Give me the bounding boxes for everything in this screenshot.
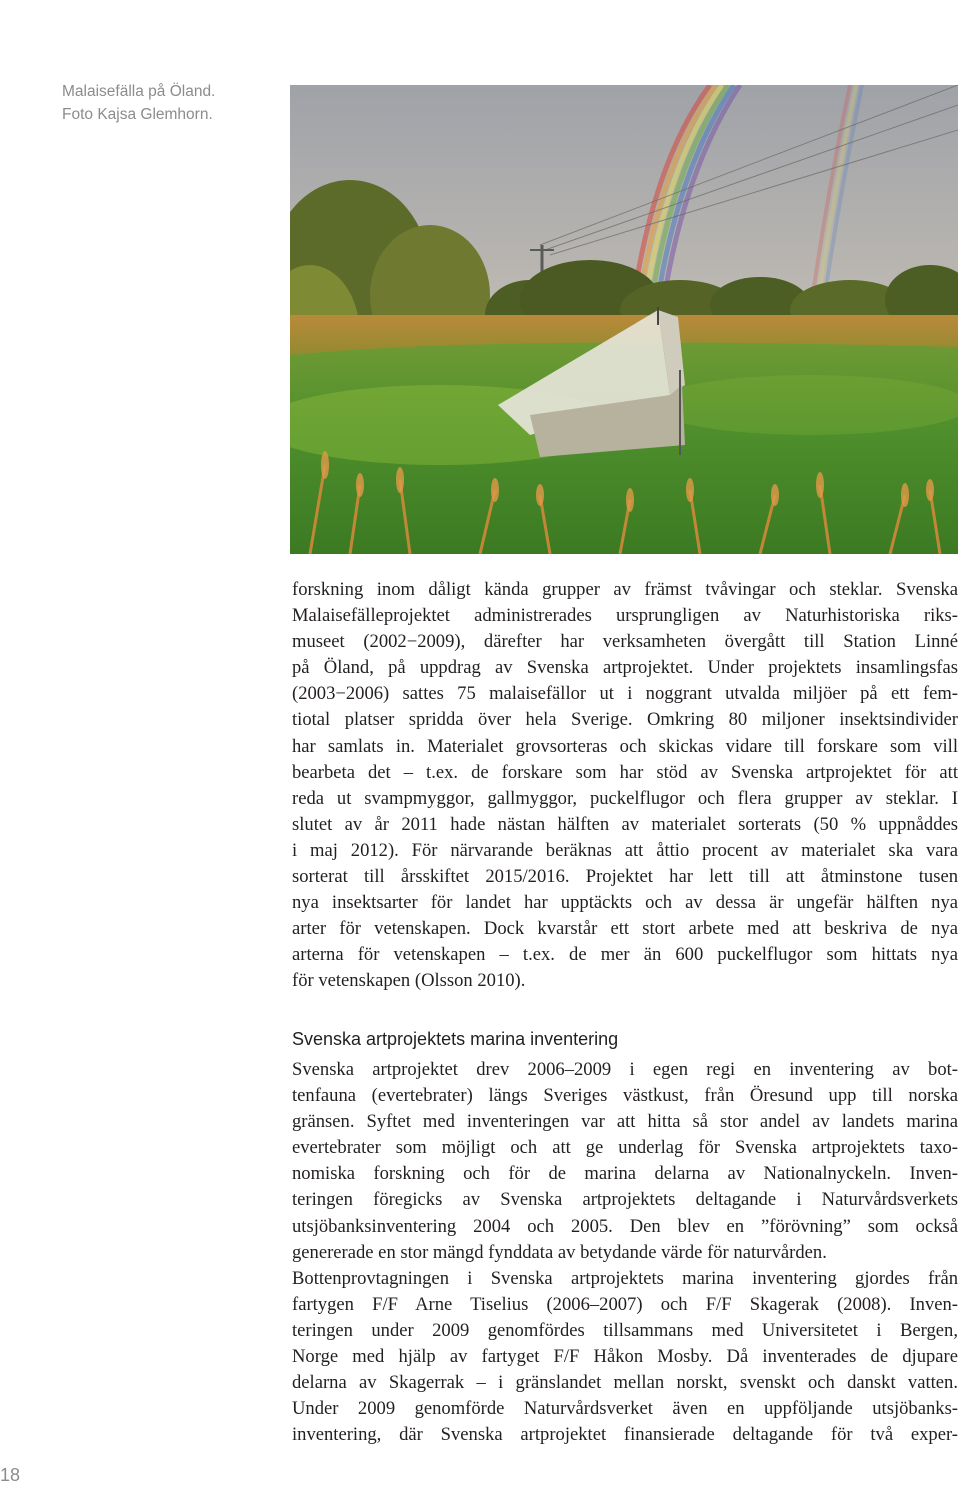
text-line: reda ut svampmyggor, gallmyggor, puckelflugor och flera grupper av steklar. I (292, 787, 958, 809)
page-number: 18 (0, 1465, 21, 1485)
text-line: slutet av år 2011 hade nästan hälften av materialet sorterats (50 % uppnåddes (292, 813, 958, 835)
text-line: forskning inom dåligt kända grupper av främst tvåvingar och steklar. Svenska (292, 579, 958, 600)
text-line: delarna av Skagerrak – i gränslandet mellan norskt, svenskt och danskt vatten. (292, 1372, 958, 1394)
text-line: inventering, där Svenska artprojektet finansierade deltagande för två exper- (292, 1424, 958, 1446)
text-line: i maj 2012). För närvarande beräknas att åttio procent av materialet ska vara (292, 839, 958, 861)
text-line: museet (2002−2009), därefter har verksamheten övergått till Station Linné (292, 631, 958, 653)
text-line: nomiska forskning och för de marina delarna av Nationalnyckeln. Inven- (292, 1163, 958, 1185)
text-line: tenfauna (evertebrater) längs Sveriges västkust, från Öresund upp till norska (292, 1085, 958, 1107)
text-line: bearbeta det – t.ex. de forskare som har stöd av Svenska artprojektet för att (292, 761, 958, 783)
text-line: teringen föregicks av Svenska artprojektets deltagande i Naturvårdsverkets (292, 1189, 958, 1211)
text-line: genererade en stor mängd fynddata av betydande värde för naturvården. (292, 1241, 827, 1263)
text-line: teringen under 2009 genomfördes tillsammans med Universitetet i Bergen, (292, 1319, 958, 1341)
text-line: har samlats in. Materialet grovsorteras och skickas vidare till forskare som vill (292, 735, 958, 757)
malaise-trap-photo (290, 85, 958, 554)
text-line: Malaisefälleprojektet administrerades ursprungligen av Naturhistoriska riks- (292, 605, 958, 627)
text-line: nya insektsarter för landet har upptäckts och av dessa är ungefär hälften nya (292, 892, 958, 914)
text-line: Svenska artprojektet drev 2006–2009 i egen regi en inventering av bot- (292, 1059, 958, 1080)
text-line: arterna för vetenskapen – t.ex. de mer än 600 puckelflugor som hittats nya (292, 944, 958, 966)
text-line: utsjöbanksinventering 2004 och 2005. Den blev en ”förövning” som också (292, 1215, 958, 1237)
text-line: fartygen F/F Arne Tiselius (2006–2007) och F/F Skagerak (2008). Inven- (292, 1293, 958, 1315)
text-line: gränsen. Syftet med inventeringen var att hitta så stor andel av landets marina (292, 1111, 958, 1133)
text-line: sorterat till årsskiftet 2015/2016. Projektet har lett till att åtminstone tusen (292, 866, 958, 888)
text-line: evertebrater som möjligt och att ge underlag för Svenska artprojektets taxo- (292, 1137, 958, 1159)
text-line: (2003−2006) sattes 75 malaisefällor ut i noggrant utvalda miljöer på ett fem- (292, 683, 958, 705)
caption-line: Malaisefälla på Öland. (62, 83, 216, 100)
photo-caption (62, 80, 282, 126)
photo-illustration (290, 85, 958, 554)
text-line: Under 2009 genomförde Naturvårdsverket även en uppföljande utsjöbanks- (292, 1398, 958, 1420)
text-line: Bottenprovtagningen i Svenska artprojektets marina inventering gjordes från (292, 1267, 958, 1289)
text-line: arter för vetenskapen. Dock kvarstår ett stort arbete med att beskriva de nya (292, 918, 958, 940)
text-line: Norge med hjälp av fartyget F/F Håkon Mosby. Då inventerades de djupare (292, 1346, 958, 1368)
text-line: tiotal platser spridda över hela Sverige. Omkring 80 miljoner insektsindivider (292, 709, 958, 731)
caption-line: Foto Kajsa Glemhorn. (62, 106, 213, 123)
paragraph-marine-inventory (292, 1057, 958, 1448)
text-line: för vetenskapen (Olsson 2010). (292, 970, 526, 992)
section-heading: Svenska artprojektets marina inventering (292, 1029, 619, 1049)
paragraph-malaise-project (292, 577, 958, 995)
text-line: på Öland, på uppdrag av Svenska artprojektet. Under projektets insamlingsfas (292, 657, 958, 679)
